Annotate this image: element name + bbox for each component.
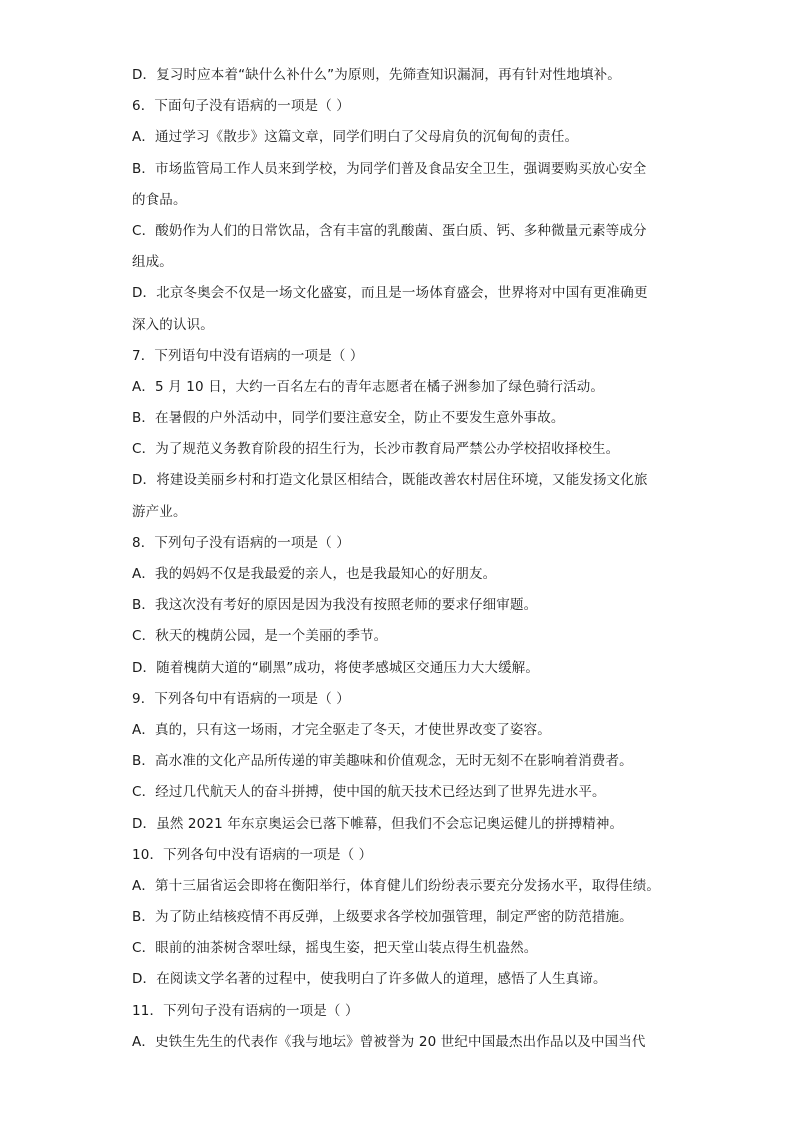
text-line: 游产业。 — [132, 503, 187, 520]
text-line: C．为了规范义务教育阶段的招生行为，长沙市教育局严禁公办学校招收择校生。 — [132, 441, 620, 458]
text-line: A．通过学习《散步》这篇文章，同学们明白了父母肩负的沉甸甸的责任。 — [132, 129, 579, 146]
text-line: A．真的，只有这一场雨，才完全驱走了冬天，才使世界改变了姿容。 — [132, 721, 551, 738]
text-line: 7．下列语句中没有语病的一项是（ ） — [132, 347, 364, 364]
text-line: 10．下列各句中没有语病的一项是（ ） — [132, 846, 373, 863]
text-line: A．第十三届省运会即将在衡阳举行，体育健儿们纷纷表示要充分发扬水平，取得佳绩。 — [132, 877, 660, 894]
text-line: 8．下列句子没有语病的一项是（ ） — [132, 534, 350, 551]
text-line: D．将建设美丽乡村和打造文化景区相结合，既能改善农村居住环境，又能发扬文化旅 — [132, 472, 648, 489]
text-line: A．5 月 10 日，大约一百名左右的青年志愿者在橘子洲参加了绿色骑行活动。 — [132, 378, 605, 395]
text-line: 的食品。 — [132, 191, 187, 208]
text-line: B．高水准的文化产品所传递的审美趣味和价值观念，无时无刻不在影响着消费者。 — [132, 753, 633, 770]
document-page — [132, 60, 660, 1058]
text-line: 组成。 — [132, 254, 173, 271]
text-line: 深入的认识。 — [132, 316, 214, 333]
text-line: D．北京冬奥会不仅是一场文化盛宴，而且是一场体育盛会，世界将对中国有更准确更 — [132, 285, 648, 302]
text-line: 9．下列各句中有语病的一项是（ ） — [132, 690, 350, 707]
text-line: B．我这次没有考好的原因是因为我没有按照老师的要求仔细审题。 — [132, 597, 538, 614]
text-line: 11．下列句子没有语病的一项是（ ） — [132, 1002, 359, 1019]
text-line: B．为了防止结核疫情不再反弹，上级要求各学校加强管理，制定严密的防范措施。 — [132, 909, 633, 926]
text-line: B．市场监管局工作人员来到学校，为同学们普及食品安全卫生，强调要购买放心安全 — [132, 160, 647, 177]
text-line: D．随着槐荫大道的“刷黑”成功，将使孝感城区交通压力大大缓解。 — [132, 659, 540, 676]
text-line: C．酸奶作为人们的日常饮品，含有丰富的乳酸菌、蛋白质、钙、多种微量元素等成分 — [132, 222, 647, 239]
text-line: C．眼前的油茶树含翠吐绿，摇曳生姿，把天堂山装点得生机盎然。 — [132, 940, 538, 957]
text-line: C．秋天的槐荫公园，是一个美丽的季节。 — [132, 628, 388, 645]
text-line: 6．下面句子没有语病的一项是（ ） — [132, 98, 350, 115]
text-line: A．史铁生先生的代表作《我与地坛》曾被誉为 20 世纪中国最杰出作品以及中国当代 — [132, 1033, 646, 1050]
text-line: B．在暑假的户外活动中，同学们要注意安全，防止不要发生意外事故。 — [132, 410, 565, 427]
text-line: A．我的妈妈不仅是我最爱的亲人，也是我最知心的好朋友。 — [132, 566, 497, 582]
text-line: D．虽然 2021 年东京奥运会已落下帷幕，但我们不会忘记奥运健儿的拼搏精神。 — [132, 815, 624, 832]
text-line: D．复习时应本着“缺什么补什么”为原则，先筛查知识漏洞，再有针对性地填补。 — [132, 67, 621, 83]
text-line: D．在阅读文学名著的过程中，使我明白了许多做人的道理，感悟了人生真谛。 — [132, 971, 607, 988]
text-line: C．经过几代航天人的奋斗拼搏，使中国的航天技术已经达到了世界先进水平。 — [132, 784, 606, 801]
